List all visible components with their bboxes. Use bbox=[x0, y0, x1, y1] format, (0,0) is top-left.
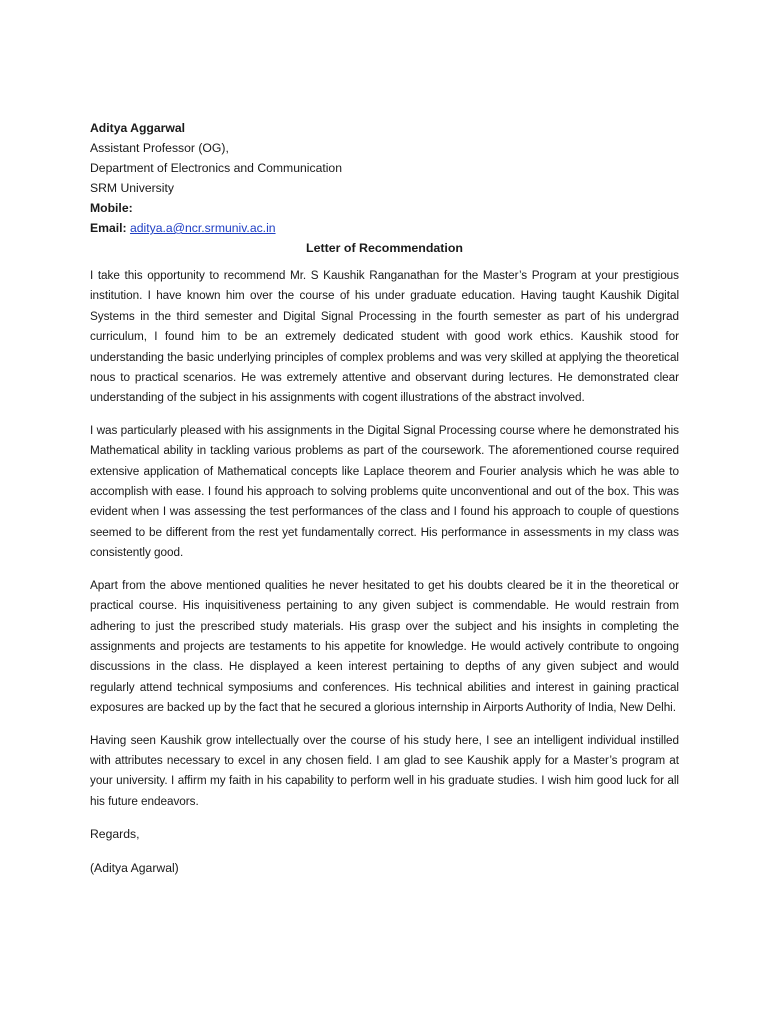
paragraph-4: Having seen Kaushik grow intellectually over the course of his study here, I see an intelligent individual instilled with attributes necessary to excel in any chosen field. I am glad to see Kaushik apply for a Master’s program at your university. I affirm my faith in his capability to perform well in his graduate studies. I wish him good luck for all his future endeavors. bbox=[90, 733, 679, 808]
letter-body bbox=[90, 118, 679, 892]
sender-university: SRM University bbox=[90, 181, 174, 195]
closing-salutation: Regards, bbox=[90, 827, 140, 842]
paragraph-1: I take this opportunity to recommend Mr. S Kaushik Ranganathan for the Master’s Program at your prestigious institution. I have known him over the course of his under graduate education. Having taught Kaushik Digital Systems in the third semester and Digital Signal Processing in the fourth semester as part of his undergrad curriculum, I found him to be an extremely dedicated student with good work ethics. Kaushik stood for understanding the basic underlying principles of complex problems and was very skilled at applying the theoretical nous to practical scenarios. He was extremely attentive and observant during lectures. He demonstrated clear understanding of the subject in his assignments with cogent illustrations of the abstract involved. bbox=[90, 269, 679, 405]
sender-department: Department of Electronics and Communication bbox=[90, 161, 342, 175]
sender-details bbox=[90, 118, 679, 238]
sender-designation: Assistant Professor (OG), bbox=[90, 141, 229, 155]
paragraph-2: I was particularly pleased with his assignments in the Digital Signal Processing course where he demonstrated his Mathematical ability in tackling various problems as part of the coursework. The aforementioned course required extensive application of Mathematical concepts like Laplace theorem and Fourier analysis which he was able to accomplish with ease. I found his approach to solving problems quite unconventional and out of the box. This was evident when I was assessing the test performances of the class and I found his approach to couple of questions seemed to be different from the rest yet fundamentally correct. His performance in assessments in my class was consistently good. bbox=[90, 423, 679, 560]
sender-mobile-label: Mobile: bbox=[90, 201, 133, 215]
paragraph-3: Apart from the above mentioned qualities he never hesitated to get his doubts cleared be it in the theoretical or practical course. His inquisitiveness pertaining to any given subject is commendable. He would restrain from adhering to just the prescribed study materials. His grasp over the subject and his insights in completing the assignments and projects are testaments to his appetite for knowledge. He would actively contribute to ongoing discussions in the class. He displayed a keen interest pertaining to depths of any given subject and would regularly attend technical symposiums and conferences. His technical abilities and interest in gaining practical exposures are backed up by the fact that he secured a glorious internship in Airports Authority of India, New Delhi. bbox=[90, 578, 679, 715]
sender-email-label: Email: bbox=[90, 221, 127, 235]
sender-email-row bbox=[90, 218, 679, 238]
letter-title: Letter of Recommendation bbox=[306, 241, 463, 255]
sender-email-link[interactable]: aditya.a@ncr.srmuniv.ac.in bbox=[129, 221, 276, 235]
closing-signature: (Aditya Agarwal) bbox=[90, 861, 179, 876]
sender-name: Aditya Aggarwal bbox=[90, 121, 186, 135]
